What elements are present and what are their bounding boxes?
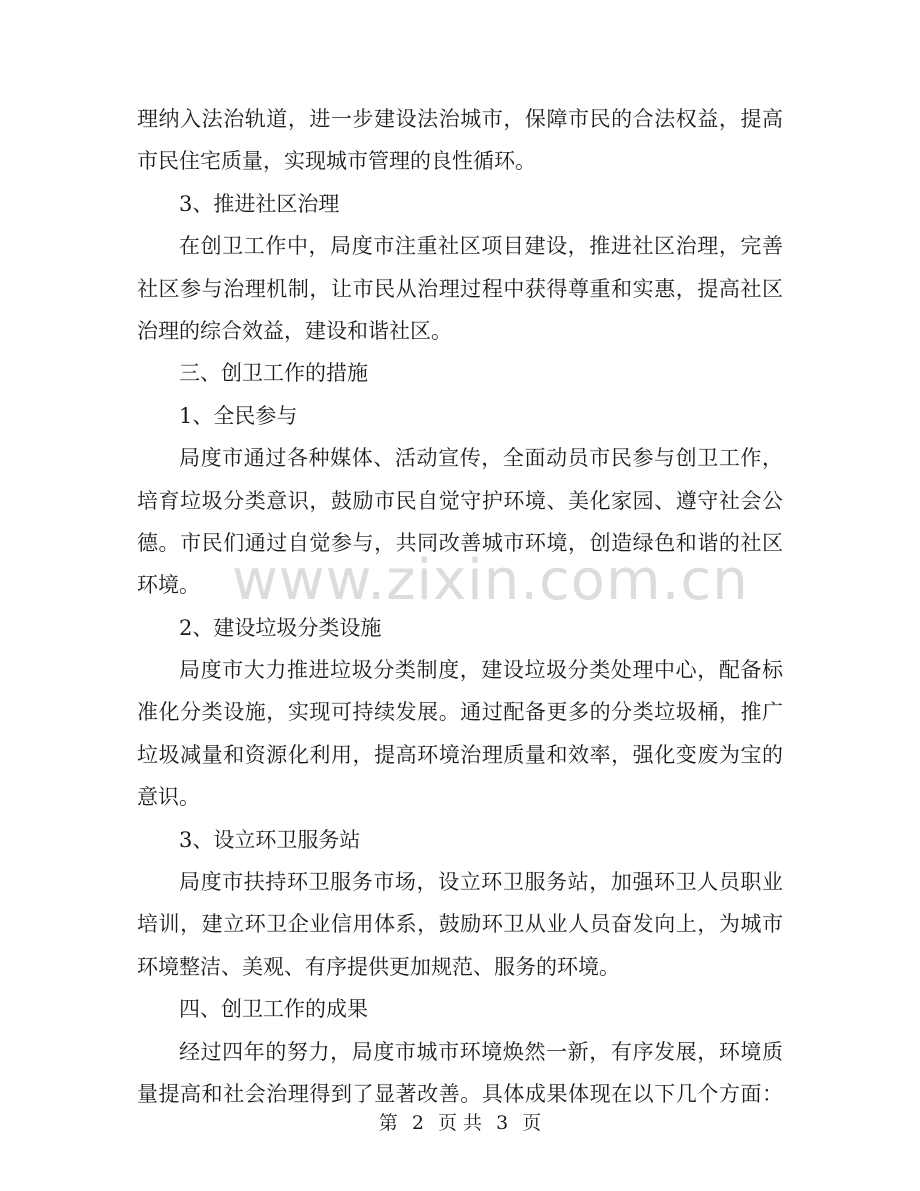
document-body: [137, 98, 783, 1115]
text-line: 量提高和社会治理得到了显著改善。具体成果体现在以下几个方面：: [137, 1081, 783, 1106]
text-line: 局度市扶持环卫服务市场，设立环卫服务站，加强环卫人员职业: [179, 870, 783, 895]
page-footer: [0, 1108, 920, 1135]
text-line: 环境整洁、美观、有序提供更加规范、服务的环境。: [137, 954, 620, 979]
text-line: 培训，建立环卫企业信用体系，鼓励环卫从业人员奋发向上，为城市: [137, 912, 783, 937]
text-line: 经过四年的努力，局度市城市环境焕然一新，有序发展，环境质: [179, 1039, 783, 1064]
text-line: 3、设立环卫服务站: [179, 827, 361, 852]
text-line: 四、创卫工作的成果: [179, 997, 368, 1022]
text-line: 1、全民参与: [179, 403, 298, 428]
text-line: 局度市大力推进垃圾分类制度，建设垃圾分类处理中心，配备标: [179, 658, 783, 683]
footer-current-page: 2: [411, 1112, 424, 1134]
text-line: 意识。: [137, 785, 200, 810]
footer-middle: 页 共: [437, 1112, 483, 1134]
text-line: 在创卫工作中，局度市注重社区项目建设，推进社区治理，完善: [179, 234, 783, 259]
footer-suffix: 页: [522, 1112, 542, 1134]
footer-total-pages: 3: [496, 1112, 509, 1134]
text-line: 培育垃圾分类意识，鼓励市民自觉守护环境、美化家园、遵守社会公: [137, 488, 783, 513]
text-line: 准化分类设施，实现可持续发展。通过配备更多的分类垃圾桶，推广: [137, 700, 783, 725]
text-line: 2、建设垃圾分类设施: [179, 615, 382, 640]
text-line: 市民住宅质量，实现城市管理的良性循环。: [137, 149, 536, 174]
text-line: 社区参与治理机制，让市民从治理过程中获得尊重和实惠，提高社区: [137, 276, 783, 301]
text-line: 德。市民们通过自觉参与，共同改善城市环境，创造绿色和谐的社区: [137, 530, 783, 555]
watermark: www.zixin.com.cn: [232, 548, 749, 613]
text-line: 理纳入法治轨道，进一步建设法治城市，保障市民的合法权益，提高: [137, 107, 783, 131]
text-line: 局度市通过各种媒体、活动宣传，全面动员市民参与创卫工作，: [179, 446, 783, 471]
footer-prefix: 第: [378, 1112, 398, 1134]
text-line: 治理的综合效益，建设和谐社区。: [137, 318, 452, 343]
text-line: 三、创卫工作的措施: [179, 361, 368, 386]
text-line: 3、推进社区治理: [179, 191, 340, 216]
text-line: 垃圾减量和资源化利用，提高环境治理质量和效率，强化变废为宝的: [137, 742, 783, 767]
text-line: 环境。: [137, 573, 200, 598]
